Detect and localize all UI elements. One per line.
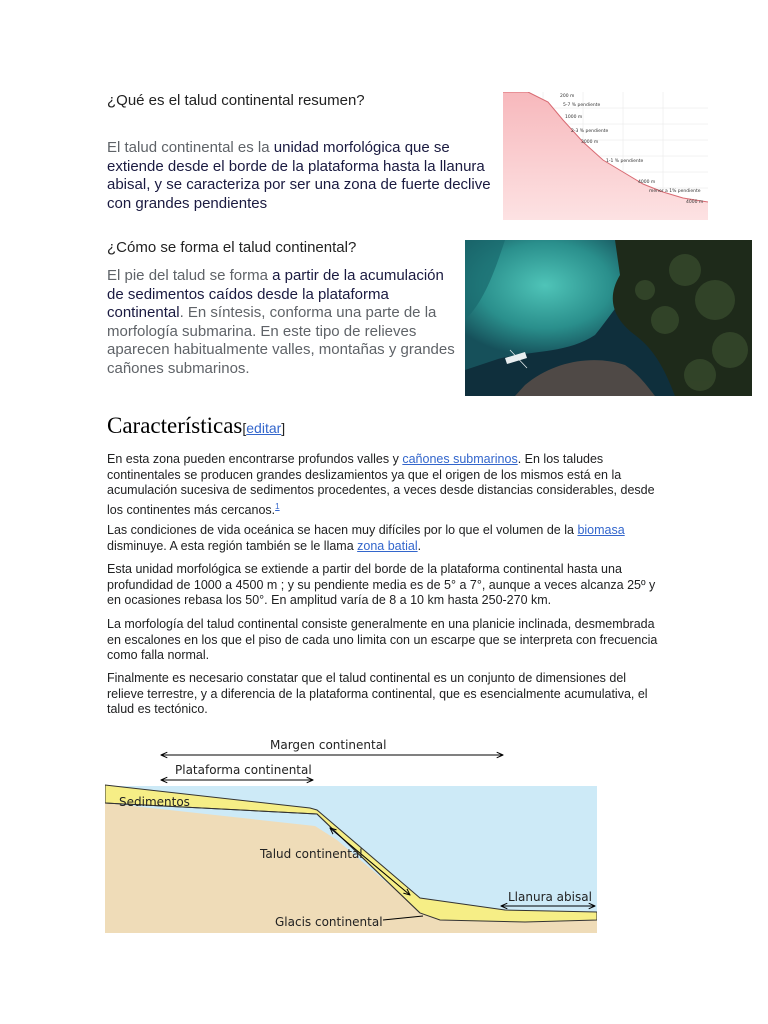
aerial-coast-photo <box>465 240 752 396</box>
profile-label-8: menor a 1% pendiente <box>649 189 701 194</box>
profile-label-2: 5-7 % pendiente <box>563 103 601 108</box>
label-talud-continental: Talud continental <box>260 847 363 861</box>
paragraph-4: La morfología del talud continental consiste generalmente en una planicie inclinada, desmembrada en escalones en los que el piso de cada uno limita con un escarpe que se interpreta con frecuencia como falla normal. <box>107 617 658 662</box>
answer-highlight: a partir de la acumulación de sedimentos caídos desde la plataforma continental <box>107 267 444 321</box>
paragraph-5: Finalmente es necesario constatar que el talud continental es un conjunto de dimensiones del relieve terrestre, y a diferencia de la plataforma continental, que es esencialmente acumulativa, el talud es tectónico. <box>107 671 648 716</box>
p2-text-a: Las condiciones de vida oceánica se hacen muy difíciles por lo que el volumen de la <box>107 523 578 537</box>
profile-label-9: 4000 m <box>686 200 704 205</box>
question-talud-resumen: ¿Qué es el talud continental resumen? <box>107 92 365 109</box>
edit-section <box>242 420 285 436</box>
answer-highlight: unidad morfológica que se extiende desde el borde de la plataforma hasta la llanura abisal, y se caracteriza por ser una zona de fuerte declive con grandes pendientes <box>107 139 491 212</box>
edit-bracket-close: ] <box>281 420 286 436</box>
link-canones-submarinos[interactable]: cañones submarinos <box>402 452 518 466</box>
continental-margin-diagram <box>105 730 597 933</box>
label-margen-continental: Margen continental <box>270 738 387 752</box>
heading-title: Características <box>107 413 243 438</box>
p1-text-a: En esta zona pueden encontrarse profundos valles y <box>107 452 403 466</box>
p2-text-c: . <box>417 538 422 553</box>
paragraph-2 <box>107 523 659 554</box>
profile-label-5: 3000 m <box>581 140 599 145</box>
edit-bracket-open: [ <box>242 420 247 436</box>
p1-text-b: . En los taludes continentales se producen grandes deslizamientos ya que el origen de los mismos está en la acumulación sucesiva de sedimentos procedentes, a veces desde distancias considerables, desde los continentes más cercanos. <box>107 452 655 517</box>
edit-link[interactable]: editar <box>246 420 282 436</box>
profile-label-6: 1-1 % pendiente <box>606 159 644 164</box>
profile-label-7: 4000 m <box>638 180 656 185</box>
answer-intro: El pie del talud se forma <box>107 267 273 284</box>
question-como-se-forma: ¿Cómo se forma el talud continental? <box>107 239 357 256</box>
label-glacis-continental: Glacis continental <box>275 915 383 929</box>
p2-text-b: disminuye. A esta región también se le llama <box>107 538 358 553</box>
link-zona-batial[interactable]: zona batial <box>357 538 418 553</box>
reference-link-1[interactable]: 1 <box>275 501 280 511</box>
profile-label-3: 1000 m <box>565 115 583 120</box>
label-plataforma-continental: Plataforma continental <box>175 763 312 777</box>
label-llanura-abisal: Llanura abisal <box>508 890 592 904</box>
answer-como-se-forma <box>107 267 459 378</box>
paragraph-3: Esta unidad morfológica se extiende a partir del borde de la plataforma continental hasta una profundidad de 1000 a 4500 m ; y su pendiente media es de 5° a 7°, aunque a veces alcanza 25º y en ocasiones rebasa los 50°. En amplitud varía de 8 a 10 km hasta 250-270 km. <box>107 562 656 607</box>
slope-profile-figure <box>503 92 708 220</box>
paragraph-1 <box>107 452 659 518</box>
profile-label-4: 2-3 % pendiente <box>571 129 609 134</box>
section-heading-caracteristicas <box>107 413 285 439</box>
profile-label-1: 200 m <box>560 94 575 99</box>
link-biomasa[interactable]: biomasa <box>577 523 625 537</box>
answer-intro: El talud continental es la <box>107 139 274 156</box>
answer-rest: . En síntesis, conforma una parte de la morfología submarina. En este tipo de relieves aparecen habitualmente valles, montañas y grandes cañones submarinos. <box>107 304 455 377</box>
label-sedimentos: Sedimentos <box>119 795 190 809</box>
answer-talud-resumen <box>107 139 497 213</box>
